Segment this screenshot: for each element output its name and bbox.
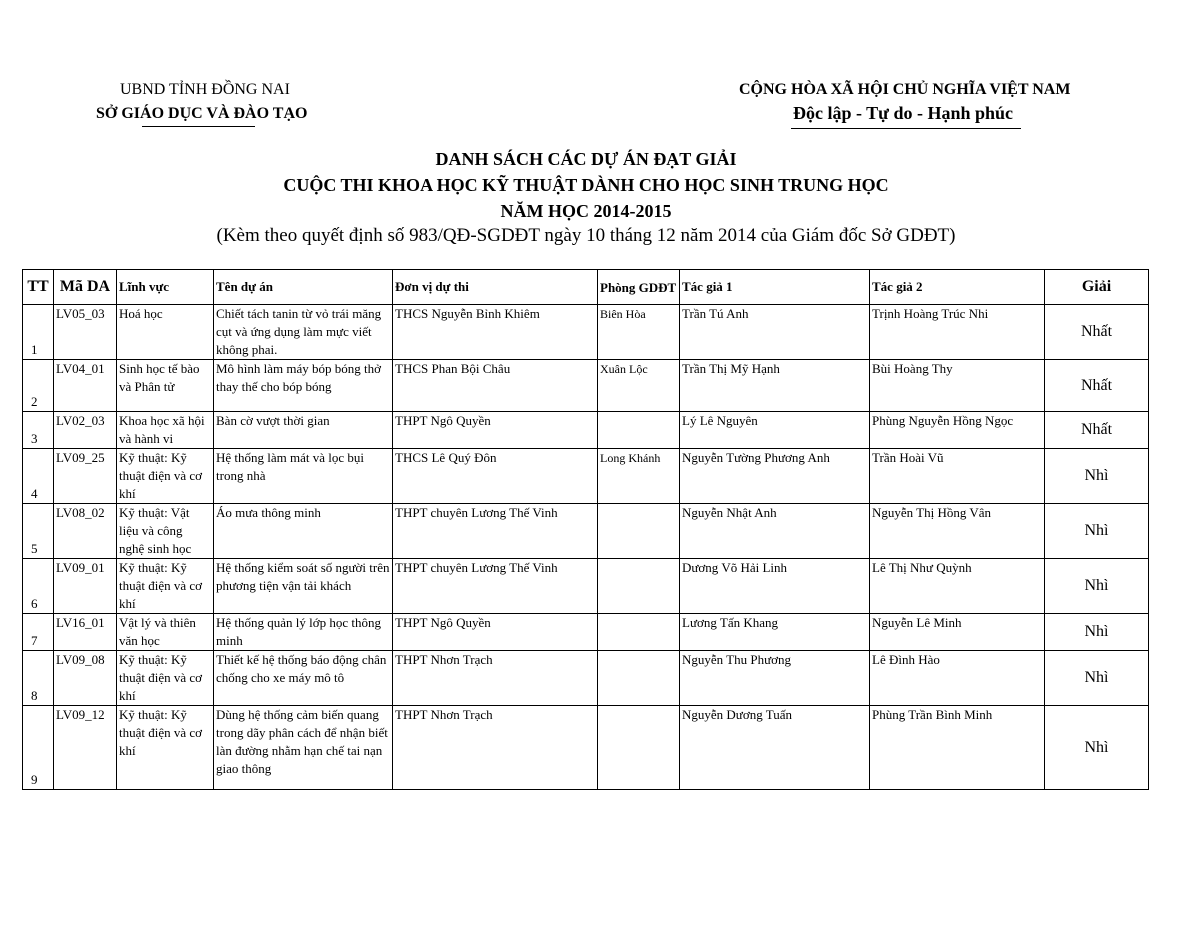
agency-name: UBND TỈNH ĐỒNG NAI	[120, 81, 290, 98]
cell-tac-gia-2: Phùng Trần Bình Minh	[870, 706, 1045, 790]
cell-giai: Nhì	[1045, 706, 1149, 790]
table-row	[23, 504, 1149, 559]
cell-ma-da: LV09_25	[54, 449, 117, 504]
awards-table	[22, 269, 1149, 790]
cell-giai: Nhì	[1045, 504, 1149, 559]
cell-don-vi: THPT chuyên Lương Thế Vinh	[393, 559, 598, 614]
table-row	[23, 614, 1149, 651]
cell-linh-vuc: Sinh học tế bào và Phân tử	[117, 360, 214, 412]
cell-linh-vuc: Hoá học	[117, 305, 214, 360]
cell-tt: 8	[23, 651, 54, 706]
col-header-phong-gddt: Phòng GDĐT	[598, 270, 680, 305]
cell-tac-gia-2: Trần Hoài Vũ	[870, 449, 1045, 504]
cell-linh-vuc: Kỹ thuật: Kỹ thuật điện và cơ khí	[117, 651, 214, 706]
col-header-don-vi: Đơn vị dự thi	[393, 270, 598, 305]
col-header-tt: TT	[23, 270, 54, 305]
cell-tac-gia-2: Trịnh Hoàng Trúc Nhi	[870, 305, 1045, 360]
cell-tac-gia-1: Nguyễn Nhật Anh	[680, 504, 870, 559]
cell-ma-da: LV09_08	[54, 651, 117, 706]
cell-ma-da: LV02_03	[54, 412, 117, 449]
table-row	[23, 559, 1149, 614]
cell-tac-gia-1: Trần Thị Mỹ Hạnh	[680, 360, 870, 412]
cell-ten-du-an: Áo mưa thông minh	[214, 504, 393, 559]
cell-tac-gia-1: Lương Tấn Khang	[680, 614, 870, 651]
cell-linh-vuc: Kỹ thuật: Vật liệu và công nghệ sinh học	[117, 504, 214, 559]
cell-giai: Nhì	[1045, 651, 1149, 706]
cell-phong-gddt	[598, 614, 680, 651]
cell-ten-du-an: Chiết tách tanin từ vỏ trái măng cụt và ứng dụng làm mực viết không phai.	[214, 305, 393, 360]
cell-tac-gia-2: Nguyễn Lê Minh	[870, 614, 1045, 651]
cell-tac-gia-1: Nguyễn Tường Phương Anh	[680, 449, 870, 504]
table-header-row	[23, 270, 1149, 305]
cell-phong-gddt: Biên Hòa	[598, 305, 680, 360]
cell-ma-da: LV09_12	[54, 706, 117, 790]
table-row	[23, 412, 1149, 449]
col-header-tac-gia-1: Tác giả 1	[680, 270, 870, 305]
cell-phong-gddt: Xuân Lộc	[598, 360, 680, 412]
table-row	[23, 651, 1149, 706]
cell-giai: Nhì	[1045, 449, 1149, 504]
cell-phong-gddt	[598, 651, 680, 706]
col-header-tac-gia-2: Tác giả 2	[870, 270, 1045, 305]
cell-giai: Nhì	[1045, 614, 1149, 651]
header-left-underline	[142, 126, 255, 127]
cell-ma-da: LV16_01	[54, 614, 117, 651]
table-row	[23, 449, 1149, 504]
cell-tac-gia-2: Lê Đình Hào	[870, 651, 1045, 706]
cell-tt: 6	[23, 559, 54, 614]
cell-ten-du-an: Hệ thống làm mát và lọc bụi trong nhà	[214, 449, 393, 504]
table-row	[23, 706, 1149, 790]
cell-linh-vuc: Kỹ thuật: Kỹ thuật điện và cơ khí	[117, 706, 214, 790]
cell-ten-du-an: Dùng hệ thống cảm biến quang trong dãy phân cách để nhận biết làn đường nhằm hạn chế tai nạn giao thông	[214, 706, 393, 790]
cell-phong-gddt: Long Khánh	[598, 449, 680, 504]
col-header-ma-da: Mã DA	[54, 270, 117, 305]
cell-don-vi: THPT Nhơn Trạch	[393, 651, 598, 706]
cell-ten-du-an: Bàn cờ vượt thời gian	[214, 412, 393, 449]
cell-ma-da: LV09_01	[54, 559, 117, 614]
contest-title: CUỘC THI KHOA HỌC KỸ THUẬT DÀNH CHO HỌC SINH TRUNG HỌC	[283, 175, 889, 195]
cell-ten-du-an: Mô hình làm máy bóp bóng thở thay thế cho bóp bóng	[214, 360, 393, 412]
cell-tac-gia-1: Nguyễn Thu Phương	[680, 651, 870, 706]
cell-tac-gia-1: Lý Lê Nguyên	[680, 412, 870, 449]
cell-linh-vuc: Khoa học xã hội và hành vi	[117, 412, 214, 449]
table-row	[23, 305, 1149, 360]
decision-reference: (Kèm theo quyết định số 983/QĐ-SGDĐT ngày 10 tháng 12 năm 2014 của Giám đốc Sở GDĐT)	[216, 225, 956, 246]
cell-ten-du-an: Hệ thống quản lý lớp học thông minh	[214, 614, 393, 651]
cell-giai: Nhất	[1045, 360, 1149, 412]
cell-don-vi: THCS Lê Quý Đôn	[393, 449, 598, 504]
cell-don-vi: THCS Phan Bội Châu	[393, 360, 598, 412]
department-name: SỞ GIÁO DỤC VÀ ĐÀO TẠO	[96, 105, 308, 122]
cell-tt: 7	[23, 614, 54, 651]
cell-don-vi: THPT Nhơn Trạch	[393, 706, 598, 790]
country-motto: Độc lập - Tự do - Hạnh phúc	[793, 103, 1014, 123]
cell-tac-gia-1: Trần Tú Anh	[680, 305, 870, 360]
cell-tac-gia-1: Dương Võ Hải Linh	[680, 559, 870, 614]
cell-phong-gddt	[598, 504, 680, 559]
cell-tac-gia-2: Nguyễn Thị Hồng Vân	[870, 504, 1045, 559]
cell-tac-gia-2: Lê Thị Như Quỳnh	[870, 559, 1045, 614]
cell-don-vi: THPT Ngô Quyền	[393, 412, 598, 449]
cell-ma-da: LV05_03	[54, 305, 117, 360]
cell-tt: 9	[23, 706, 54, 790]
cell-giai: Nhất	[1045, 412, 1149, 449]
cell-tt: 4	[23, 449, 54, 504]
cell-giai: Nhì	[1045, 559, 1149, 614]
cell-tac-gia-1: Nguyễn Dương Tuấn	[680, 706, 870, 790]
col-header-giai: Giải	[1045, 270, 1149, 305]
cell-phong-gddt	[598, 559, 680, 614]
country-name: CỘNG HÒA XÃ HỘI CHỦ NGHĨA VIỆT NAM	[739, 81, 1071, 98]
cell-tac-gia-2: Bùi Hoàng Thy	[870, 360, 1045, 412]
document-title: DANH SÁCH CÁC DỰ ÁN ĐẠT GIẢI	[435, 149, 737, 169]
cell-linh-vuc: Kỹ thuật: Kỹ thuật điện và cơ khí	[117, 449, 214, 504]
cell-tt: 1	[23, 305, 54, 360]
cell-ten-du-an: Hệ thống kiểm soát số người trên phương tiện vận tải khách	[214, 559, 393, 614]
school-year: NĂM HỌC 2014-2015	[500, 201, 672, 221]
cell-ma-da: LV08_02	[54, 504, 117, 559]
cell-phong-gddt	[598, 706, 680, 790]
cell-tt: 5	[23, 504, 54, 559]
cell-tt: 3	[23, 412, 54, 449]
cell-linh-vuc: Vật lý và thiên văn học	[117, 614, 214, 651]
cell-ten-du-an: Thiết kế hệ thống báo động chân chống cho xe máy mô tô	[214, 651, 393, 706]
cell-phong-gddt	[598, 412, 680, 449]
cell-tac-gia-2: Phùng Nguyễn Hồng Ngọc	[870, 412, 1045, 449]
table-row	[23, 360, 1149, 412]
cell-giai: Nhất	[1045, 305, 1149, 360]
cell-don-vi: THPT chuyên Lương Thế Vinh	[393, 504, 598, 559]
cell-ma-da: LV04_01	[54, 360, 117, 412]
header-right-underline	[791, 128, 1021, 129]
col-header-linh-vuc: Lĩnh vực	[117, 270, 214, 305]
cell-tt: 2	[23, 360, 54, 412]
cell-don-vi: THPT Ngô Quyền	[393, 614, 598, 651]
col-header-ten-du-an: Tên dự án	[214, 270, 393, 305]
cell-linh-vuc: Kỹ thuật: Kỹ thuật điện và cơ khí	[117, 559, 214, 614]
cell-don-vi: THCS Nguyễn Bỉnh Khiêm	[393, 305, 598, 360]
